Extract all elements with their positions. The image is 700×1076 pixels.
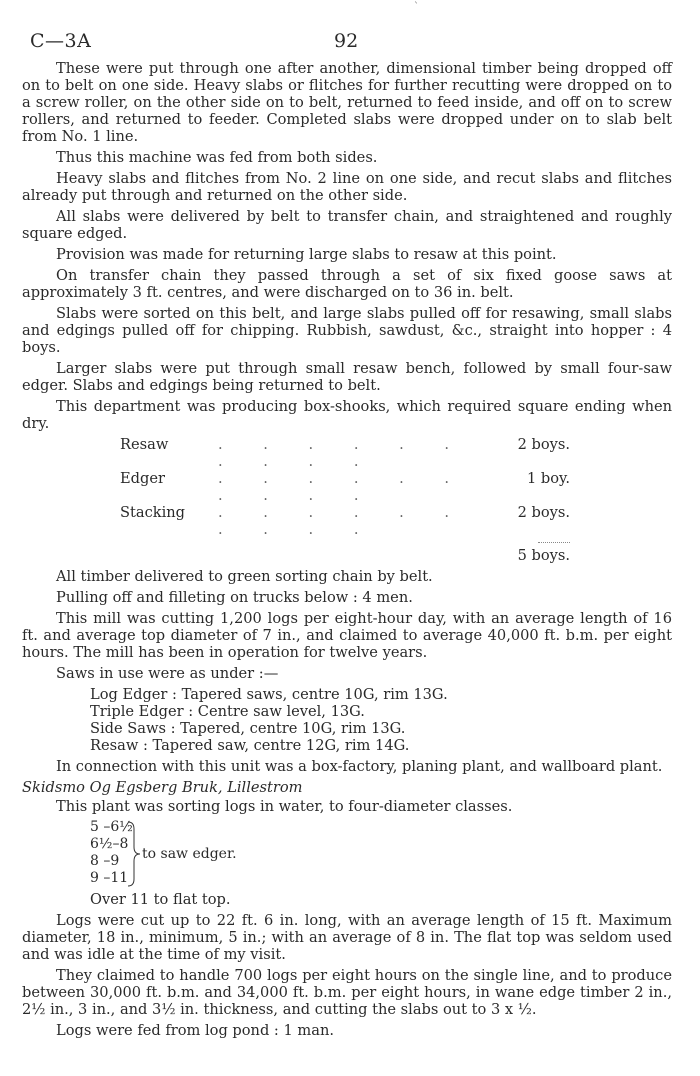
table-total: 5 boys. bbox=[517, 547, 570, 564]
paragraph: This plant was sorting logs in water, to four-diameter classes. bbox=[56, 798, 513, 815]
paragraph: Logs were fed from log pond : 1 man. bbox=[56, 1022, 334, 1039]
paragraph: Logs were cut up to 22 ft. 6 in. long, with an average length of 15 ft. Maximum diameter, 18 in., minimum, 5 in.; with an average of 8 in. The flat top was seldom used and was idle at the time of my visit. bbox=[22, 912, 672, 963]
section-heading: Skidsmo Og Egsberg Bruk, Lillestrom bbox=[22, 779, 303, 796]
leader-dots: . . . . . . . . . . bbox=[218, 504, 468, 538]
paragraph: Heavy slabs and flitches from No. 2 line on one side, and recut slabs and flitches already put through and returned on the other side. bbox=[22, 170, 672, 204]
row-value: 2 boys. bbox=[517, 436, 570, 453]
curly-brace-icon bbox=[126, 821, 142, 887]
row-value: 2 boys. bbox=[517, 504, 570, 521]
list-item: Triple Edger : Centre saw level, 13G. bbox=[90, 703, 365, 720]
paragraph: This department was producing box-shooks, which required square ending when dry. bbox=[22, 398, 672, 432]
table-row bbox=[120, 470, 570, 504]
diameter-classes bbox=[90, 819, 672, 889]
paragraph: On transfer chain they passed through a set of six fixed goose saws at approximately 3 ft. centres, and were discharged on to 36 in. belt. bbox=[22, 267, 672, 301]
saws-list bbox=[90, 686, 672, 754]
document-page bbox=[22, 0, 672, 1043]
list-item: 8 –9 bbox=[90, 853, 120, 869]
row-label: Edger bbox=[120, 470, 165, 487]
row-value: 1 boy. bbox=[527, 470, 570, 487]
paragraph: This mill was cutting 1,200 logs per eight-hour day, with an average length of 16 ft. and average top diameter of 7 in., and claimed to average 40,000 ft. b.m. per eight hours. The mill has been in operation for twelve years. bbox=[22, 610, 672, 661]
list-item: 6½–8 bbox=[90, 836, 129, 852]
list-item: Side Saws : Tapered, centre 10G, rim 13G. bbox=[90, 720, 406, 737]
leader-dots: . . . . . . . . . . bbox=[218, 436, 468, 470]
paragraph: They claimed to handle 700 logs per eight hours on the single line, and to produce between 30,000 ft. b.m. and 34,000 ft. b.m. per eight hours, in wane edge timber 2 in., 2½ in., 3 in., and 3½ in. thickness, and cutting the slabs out to 3 x ½. bbox=[22, 967, 672, 1018]
paragraph: Larger slabs were put through small resaw bench, followed by small four-saw edger. Slabs and edgings being returned to belt. bbox=[22, 360, 672, 394]
brace-label: to saw edger. bbox=[142, 846, 237, 862]
list-item: Resaw : Tapered saw, centre 12G, rim 14G. bbox=[90, 737, 410, 754]
paragraph: All timber delivered to green sorting chain by belt. bbox=[56, 568, 433, 585]
paragraph: These were put through one after another, dimensional timber being dropped off on to belt on one side. Heavy slabs or flitches for further recutting were dropped on to a screw roller, on the other side on to belt, returned to feed inside, and off on to screw rollers, and returned to feeder. Completed slabs were dropped under on to slab belt from No. 1 line. bbox=[22, 60, 672, 145]
list-item: Log Edger : Tapered saws, centre 10G, rim 13G. bbox=[90, 686, 448, 703]
over-line: Over 11 to flat top. bbox=[90, 891, 231, 908]
paragraph: Pulling off and filleting on trucks below : 4 men. bbox=[56, 589, 413, 606]
paragraph: Thus this machine was fed from both sides. bbox=[56, 149, 378, 166]
row-label: Resaw bbox=[120, 436, 169, 453]
paragraph: All slabs were delivered by belt to transfer chain, and straightened and roughly square edged. bbox=[22, 208, 672, 242]
paragraph: Provision was made for returning large slabs to resaw at this point. bbox=[56, 246, 557, 263]
staff-table bbox=[120, 436, 570, 564]
paragraph: In connection with this unit was a box-factory, planing plant, and wallboard plant. bbox=[56, 758, 663, 775]
page-header bbox=[22, 0, 672, 60]
page-number: 92 bbox=[334, 30, 359, 52]
table-row bbox=[120, 436, 570, 470]
sum-rule bbox=[538, 542, 570, 543]
body-text bbox=[22, 60, 672, 1039]
table-row bbox=[120, 504, 570, 538]
row-label: Stacking bbox=[120, 504, 185, 521]
paragraph: Slabs were sorted on this belt, and large slabs pulled off for resawing, small slabs and edgings pulled off for chipping. Rubbish, sawdust, &c., straight into hopper : 4 boys. bbox=[22, 305, 672, 356]
leader-dots: . . . . . . . . . . bbox=[218, 470, 468, 504]
ink-mark: ` bbox=[414, 2, 419, 13]
list-item: 5 –6½ bbox=[90, 819, 133, 835]
paragraph: Saws in use were as under :— bbox=[56, 665, 279, 682]
document-reference: C—3A bbox=[30, 30, 92, 52]
list-item: 9 –11 bbox=[90, 870, 129, 886]
